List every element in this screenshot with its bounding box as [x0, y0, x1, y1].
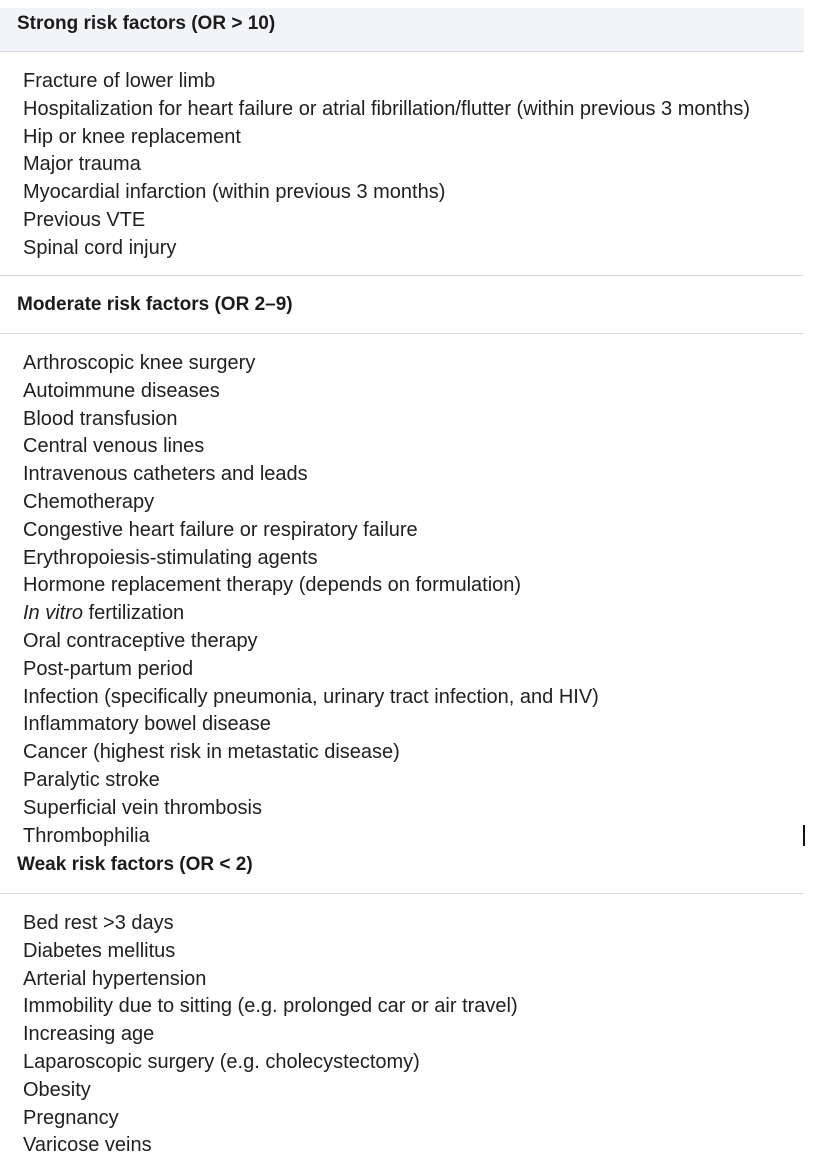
- list-item: Spinal cord injury: [23, 236, 177, 259]
- list-item: Cancer (highest risk in metastatic disease): [23, 741, 400, 764]
- list-item: Varicose veins: [23, 1134, 152, 1157]
- section-header-weak: [0, 854, 804, 878]
- list-item: Myocardial infarction (within previous 3 months): [23, 181, 446, 204]
- list-item: Hip or knee replacement: [23, 125, 241, 148]
- section-title-moderate: Moderate risk factors (OR 2–9): [17, 294, 293, 315]
- list-item: Erythropoiesis-stimulating agents: [23, 546, 318, 569]
- list-item: Laparoscopic surgery (e.g. cholecystectomy): [23, 1050, 420, 1073]
- section-title-weak: Weak risk factors (OR < 2): [17, 854, 253, 875]
- list-item: Obesity: [23, 1078, 91, 1101]
- list-item: Congestive heart failure or respiratory failure: [23, 518, 418, 541]
- divider: [0, 333, 804, 334]
- list-item: Arterial hypertension: [23, 967, 207, 990]
- divider: [0, 893, 804, 894]
- moderate-factor-list: [23, 350, 599, 846]
- list-item: Fracture of lower limb: [23, 70, 216, 92]
- divider: [0, 51, 804, 52]
- list-item: Central venous lines: [23, 435, 205, 458]
- list-item: Increasing age: [23, 1023, 155, 1046]
- list-item: Inflammatory bowel disease: [23, 713, 271, 736]
- strong-factor-list: [23, 68, 750, 263]
- italic-term: In vitro: [23, 602, 84, 625]
- list-item: Post-partum period: [23, 657, 194, 680]
- list-item: Infection (specifically pneumonia, urinary tract infection, and HIV): [23, 685, 599, 708]
- list-item: [23, 600, 599, 628]
- list-item: Previous VTE: [23, 208, 146, 231]
- list-item: Chemotherapy: [23, 490, 155, 513]
- list-item: Hormone replacement therapy (depends on formulation): [23, 574, 522, 597]
- section-header-moderate: [0, 294, 804, 318]
- list-item: Oral contraceptive therapy: [23, 629, 258, 652]
- weak-factor-list: [23, 910, 518, 1160]
- list-item: Hospitalization for heart failure or atrial fibrillation/flutter (within previous 3 months): [23, 97, 750, 120]
- list-item: Thrombophilia: [23, 824, 150, 846]
- list-item: Autoimmune diseases: [23, 379, 220, 402]
- list-item: Superficial vein thrombosis: [23, 796, 262, 819]
- divider: [0, 275, 804, 276]
- section-title-strong: Strong risk factors (OR > 10): [17, 13, 276, 34]
- list-item: Blood transfusion: [23, 407, 178, 430]
- list-item: Paralytic stroke: [23, 768, 160, 791]
- list-item: Pregnancy: [23, 1106, 119, 1129]
- list-item: Bed rest >3 days: [23, 912, 174, 934]
- italic-term-rest: fertilization: [83, 602, 185, 625]
- list-item: Diabetes mellitus: [23, 939, 176, 962]
- list-item: Major trauma: [23, 153, 141, 176]
- list-item: Intravenous catheters and leads: [23, 463, 308, 486]
- text-cursor: [803, 825, 805, 846]
- section-header-strong: [0, 8, 804, 52]
- list-item: Immobility due to sitting (e.g. prolonged car or air travel): [23, 995, 518, 1018]
- list-item: Arthroscopic knee surgery: [23, 352, 256, 374]
